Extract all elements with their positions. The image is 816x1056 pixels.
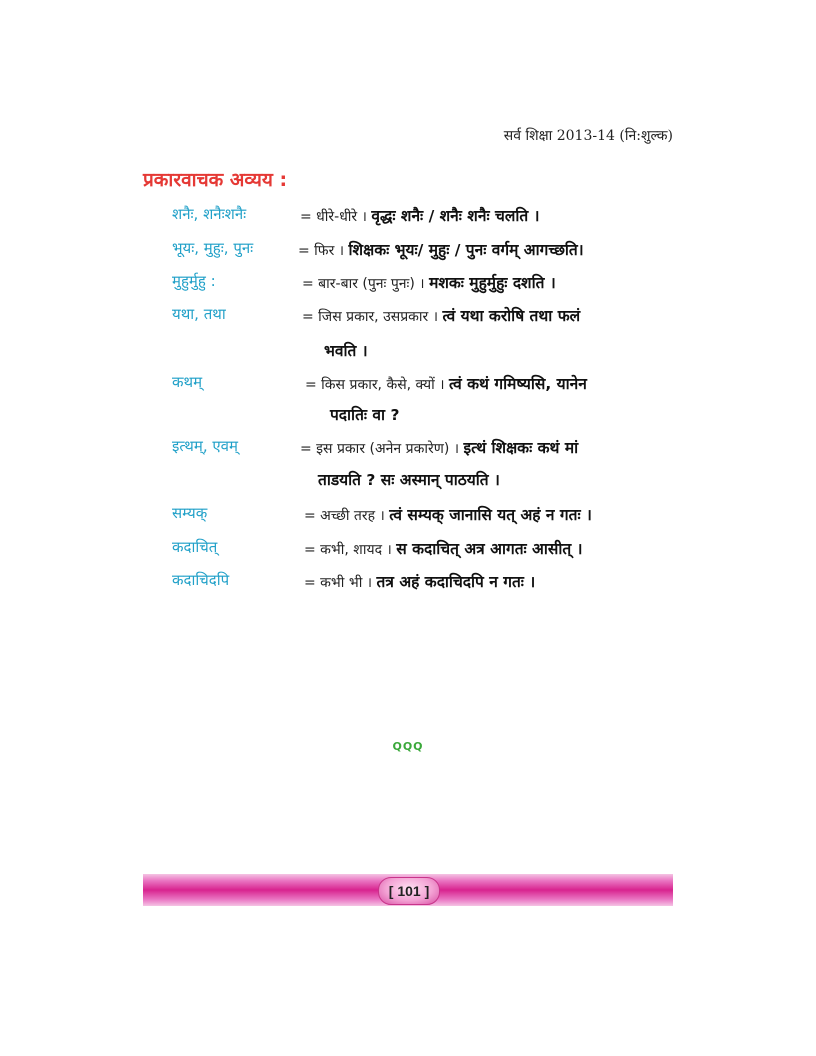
page-number: [ 101 ] xyxy=(378,877,440,905)
entry-example-continuation: ताडयति ? सः अस्मान् पाठयति । xyxy=(318,471,500,489)
entry-example-continuation: पदातिः वा ? xyxy=(330,406,400,424)
entry-meaning: = इस प्रकार (अनेन प्रकारेण) । xyxy=(300,441,460,457)
entry-meaning: = जिस प्रकार, उसप्रकार । xyxy=(302,309,439,325)
entry-meaning: = किस प्रकार, कैसे, क्यों । xyxy=(305,377,445,393)
entry-term: यथा, तथा xyxy=(172,305,226,323)
entry-example: मशकः मुहुर्मुहुः दशति । xyxy=(429,274,556,292)
entry-term: कदाचिदपि xyxy=(172,571,230,589)
entry-term: सम्यक् xyxy=(172,504,208,522)
entry-term: शनैः, शनैःशनैः xyxy=(172,205,247,223)
entry-example: इत्थं शिक्षकः कथं मां xyxy=(463,439,579,457)
entry-example-continuation: भवति । xyxy=(324,342,368,360)
entry-term: भूयः, मुहुः, पुनः xyxy=(172,239,254,257)
section-title: प्रकारवाचक अव्यय : xyxy=(143,169,288,191)
entry-example: तत्र अहं कदाचिदपि न गतः । xyxy=(376,573,536,591)
entry-example: त्वं सम्यक् जानासि यत् अहं न गतः । xyxy=(389,506,592,524)
entry-meaning: = फिर । xyxy=(298,243,345,259)
entry-meaning: = बार-बार (पुनः पुनः) । xyxy=(302,276,425,292)
footer-bar xyxy=(143,874,673,906)
entry-meaning: = धीरे-धीरे । xyxy=(300,209,367,225)
entry-meaning: = कभी, शायद । xyxy=(304,542,392,558)
entry-example: त्वं यथा करोषि तथा फलं xyxy=(442,307,581,325)
entry-meaning: = अच्छी तरह । xyxy=(304,508,385,524)
entry-example: स कदाचित् अत्र आगतः आसीत् । xyxy=(396,540,583,558)
entry-example: त्वं कथं गमिष्यसि, यानेन xyxy=(449,375,587,393)
entry-term: इत्थम्, एवम् xyxy=(172,437,238,455)
entry-term: मुहुर्मुहु : xyxy=(172,272,216,290)
section-separator: QQQ xyxy=(392,740,424,753)
entry-term: कदाचित् xyxy=(172,538,218,556)
page-header: सर्व शिक्षा 2013-14 (नि:शुल्क) xyxy=(503,128,673,144)
entry-meaning: = कभी भी । xyxy=(304,575,373,591)
entry-example: शिक्षकः भूयः/ मुहुः / पुनः वर्गम् आगच्छति। xyxy=(348,241,584,259)
entry-example: वृद्धः शनैः / शनैः शनैः चलति । xyxy=(371,207,540,225)
entry-term: कथम् xyxy=(172,373,203,391)
